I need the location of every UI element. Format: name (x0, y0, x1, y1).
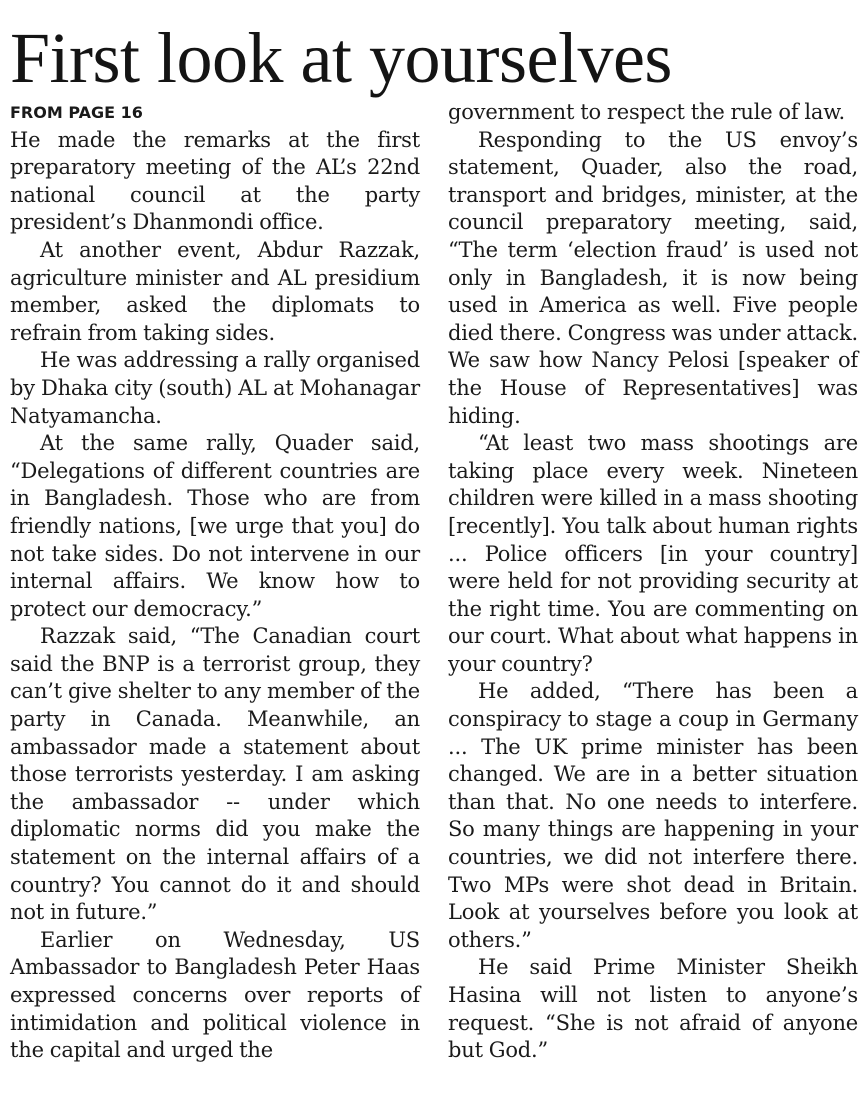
paragraph: He was addressing a rally organised by Dhaka city (south) AL at Mohanagar Natyamancha. (10, 348, 420, 428)
paragraph: He said Prime Minister Sheikh Hasina will not listen to anyone’s request. “She is not afraid of anyone but God.” (448, 955, 858, 1063)
headline: First look at yourselves (10, 18, 672, 98)
right-column (448, 99, 858, 1065)
left-column (10, 99, 420, 1065)
paragraph: Razzak said, “The Canadian court said the BNP is a terrorist group, they can’t give shelter to any member of the party in Canada. Meanwhile, an ambassador made a statement about those terrorists yesterday. I am asking the ambassador -- under which diplomatic norms did you make the statement on the internal affairs of a country? You cannot do it and should not in future.” (10, 624, 420, 925)
paragraph: At another event, Abdur Razzak, agriculture minister and AL presidium member, asked the diplomats to refrain from taking sides. (10, 237, 420, 345)
paragraph: Earlier on Wednesday, US Ambassador to Bangladesh Peter Haas expressed concerns over reports of intimidation and political violence in the capital and urged the (10, 927, 420, 1063)
paragraph: He added, “There has been a conspiracy to stage a coup in Germany ... The UK prime minister has been changed. We are in a better situation than that. No one needs to interfere. So many things are happening in your countries, we did not interfere there. Two MPs were shot dead in Britain. Look at yourselves before you look at others.” (448, 679, 858, 952)
paragraph: He made the remarks at the first preparatory meeting of the AL’s 22nd national council at the party president’s Dhanmondi office. (10, 127, 420, 235)
paragraph: At the same rally, Quader said, “Delegations of different countries are in Bangladesh. Those who are from friendly nations, [we urge that you] do not take sides. Do not intervene in our internal affairs. We know how to protect our democracy.” (10, 431, 420, 621)
paragraph: Responding to the US envoy’s statement, Quader, also the road, transport and bridges, minister, at the council preparatory meeting, said, “The term ‘election fraud’ is used not only in Bangladesh, it is now being used in America as well. Five people died there. Congress was under attack. We saw how Nancy Pelosi [speaker of the House of Representatives] was hiding. (448, 127, 858, 428)
paragraph-continued: government to respect the rule of law. (448, 100, 846, 124)
jump-label: FROM PAGE 16 (10, 103, 143, 122)
paragraph: “At least two mass shootings are taking place every week. Nineteen children were killed in a mass shooting [recently]. You talk about human rights ... Police officers [in your country] were held for not providing security at the right time. You are commenting on our court. What about what happens in your country? (448, 431, 858, 676)
